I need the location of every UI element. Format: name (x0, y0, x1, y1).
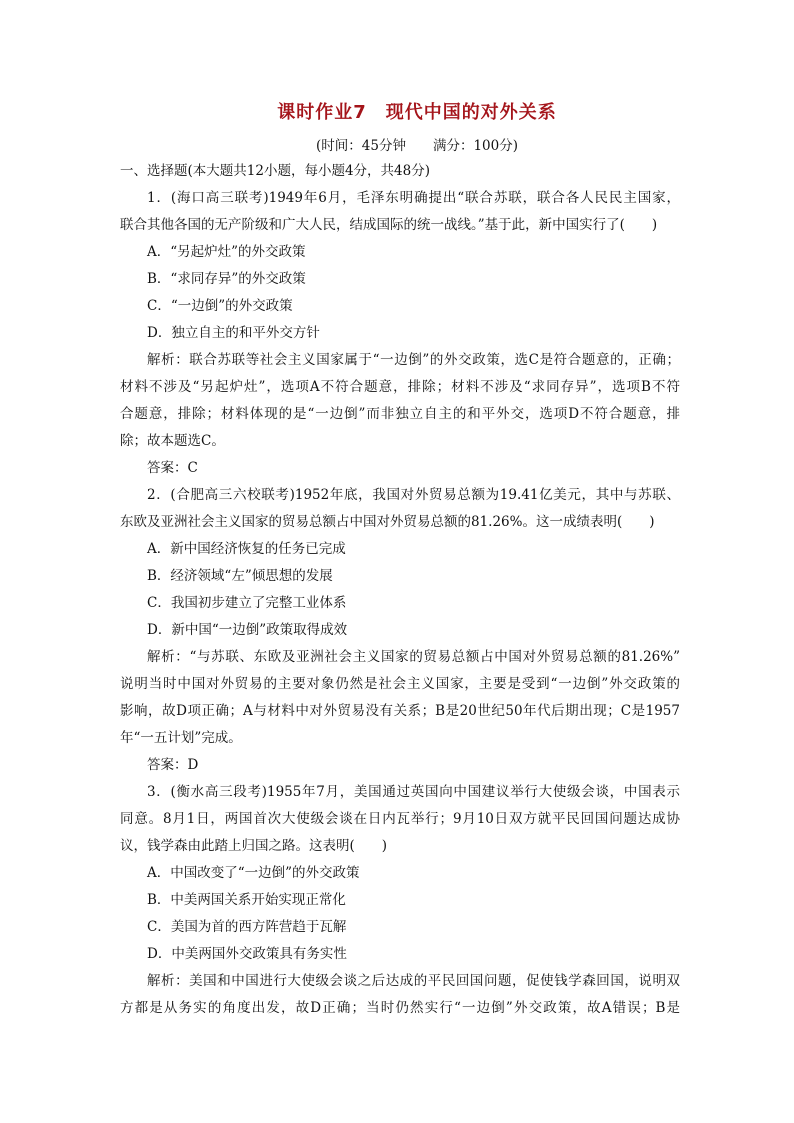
option-c: C．我国初步建立了完整工业体系 (147, 595, 347, 611)
question-stem-line: 东欧及亚洲社会主义国家的贸易总额占中国对外贸易总额的81.26%。这一成绩表明( ) (120, 514, 655, 530)
option-b: B．中美两国关系开始实现正常化 (147, 892, 346, 908)
analysis-line: 说明当时中国对外贸易的主要对象仍然是社会主义国家，主要是受到“一边倒”外交政策的 (120, 676, 680, 692)
question-stem-line: 议，钱学森由此踏上归国之路。这表明( ) (120, 838, 388, 854)
analysis-line: 年“一五计划”完成。 (120, 730, 242, 746)
analysis-line: 材料不涉及“另起炉灶”，选项A不符合题意，排除；材料不涉及“求同存异”，选项B不符 (120, 379, 680, 395)
analysis-line: 方都是从务实的角度出发，故D正确；当时仍然实行“一边倒”外交政策，故A错误；B是 (120, 1000, 680, 1016)
question-stem-line: 1．(海口高三联考)1949年6月，毛泽东明确提出“联合苏联，联合各人民民主国家， (147, 190, 680, 206)
question-2 (120, 482, 680, 779)
option-d: D．中美两国外交政策具有务实性 (147, 946, 347, 962)
analysis-line: 解析：美国和中国进行大使级会谈之后达成的平民回国问题，促使钱学森回国，说明双 (147, 973, 680, 989)
analysis-line: 除；故本题选C。 (120, 433, 225, 449)
page-title: 课时作业7 现代中国的对外关系 (277, 102, 557, 123)
analysis-line: 合题意，排除；材料体现的是“一边倒”而非独立自主的和平外交，选项D不符合题意，排 (120, 406, 680, 422)
option-a: A．“另起炉灶”的外交政策 (147, 244, 306, 260)
analysis-line: 解析：“与苏联、东欧及亚洲社会主义国家的贸易总额占中国对外贸易总额的81.26%” (147, 649, 680, 665)
analysis-line: 解析：联合苏联等社会主义国家属于“一边倒”的外交政策，选C是符合题意的，正确； (147, 352, 680, 368)
question-stem-line: 同意。8月1日，两国首次大使级会谈在日内瓦举行；9月10日双方就平民回国问题达成协 (120, 811, 680, 827)
answer: 答案：D (147, 757, 199, 773)
time-and-score: (时间：45分钟 满分：100分) (316, 138, 518, 154)
option-c: C．“一边倒”的外交政策 (147, 298, 293, 314)
analysis-line: 影响，故D项正确；A与材料中对外贸易没有关系；B是20世纪50年代后期出现；C是1957 (120, 703, 680, 719)
option-d: D．独立自主的和平外交方针 (147, 325, 320, 341)
document-body (120, 158, 680, 1022)
option-b: B．经济领域“左”倾思想的发展 (147, 568, 333, 584)
option-a: A．新中国经济恢复的任务已完成 (147, 541, 346, 557)
option-d: D．新中国“一边倒”政策取得成效 (147, 622, 348, 638)
option-a: A．中国改变了“一边倒”的外交政策 (147, 865, 360, 881)
option-c: C．美国为首的西方阵营趋于瓦解 (147, 919, 347, 935)
question-3 (120, 779, 680, 1022)
question-stem-line: 2．(合肥高三六校联考)1952年底，我国对外贸易总额为19.41亿美元，其中与苏联、 (147, 487, 680, 503)
section-heading: 一、选择题(本大题共12小题，每小题4分，共48分) (120, 163, 430, 179)
option-b: B．“求同存异”的外交政策 (147, 271, 306, 287)
answer: 答案：C (147, 460, 198, 476)
question-1 (120, 185, 680, 482)
question-stem-line: 3．(衡水高三段考)1955年7月，美国通过英国向中国建议举行大使级会谈，中国表示 (147, 784, 680, 800)
question-stem-line: 联合其他各国的无产阶级和广大人民，结成国际的统一战线。”基于此，新中国实行了( ) (120, 217, 658, 233)
